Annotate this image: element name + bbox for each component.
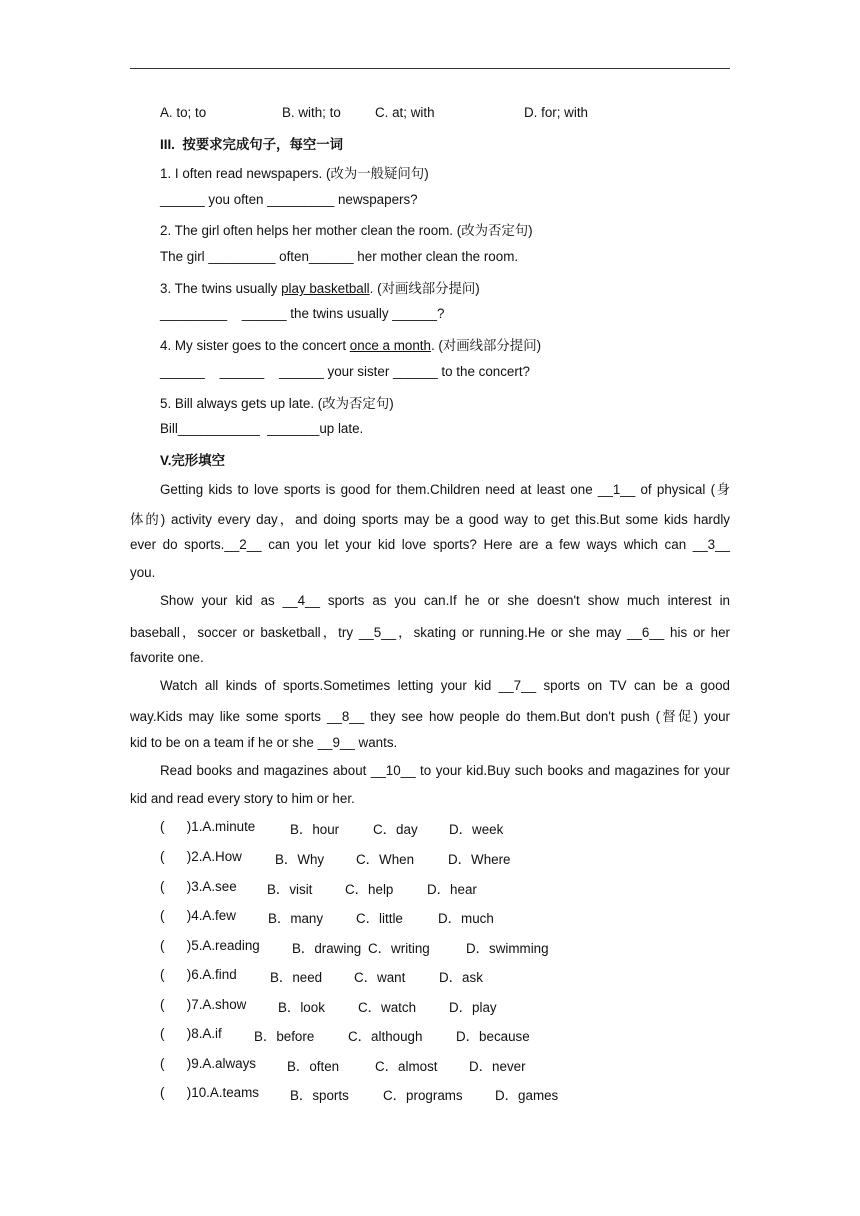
choice-4-d: D．much <box>438 911 494 926</box>
choice-2-a: ( )2.A.How <box>160 849 242 864</box>
question-3 <box>160 278 480 297</box>
option-b: B. with; to <box>282 105 341 120</box>
answer-4: ______ ______ ______ your sister ______ to the concert? <box>160 364 531 379</box>
choice-9-a: ( )9.A.always <box>160 1056 256 1071</box>
choice-3-a: ( )3.A.see <box>160 879 237 894</box>
choice-3-b: B．visit <box>267 882 313 897</box>
question-4-instruction: . (对画线部分提问) <box>430 338 542 353</box>
choice-9-b: B．often <box>287 1059 340 1074</box>
choice-4-c: C．little <box>356 911 403 926</box>
p3-line-1: Watch all kinds of sports.Sometimes letting your kid __7__ sports on TV can be a good <box>160 678 730 693</box>
header-rule <box>130 68 730 69</box>
choice-3-d: D．hear <box>427 882 477 897</box>
question-2: 2. The girl often helps her mother clean the room. (改为否定句) <box>160 223 533 238</box>
p1-line-4: you. <box>130 565 156 580</box>
question-3-underlined: play basketball <box>281 281 370 296</box>
p3-line-3: kid to be on a team if he or she __9__ wants. <box>130 735 398 750</box>
choice-10-b: B．sports <box>290 1088 349 1103</box>
choice-5-a: ( )5.A.reading <box>160 938 260 953</box>
choice-4-a: ( )4.A.few <box>160 908 236 923</box>
choice-2-c: C．When <box>356 852 415 867</box>
choice-6-b: B．need <box>270 970 323 985</box>
choice-8-d: D．because <box>456 1029 530 1044</box>
question-4-text: 4. My sister goes to the concert <box>160 338 350 353</box>
p2-line-3: favorite one. <box>130 650 204 665</box>
section-3-title: III. 按要求完成句子，每空一词 <box>160 137 344 152</box>
p4-line-2: kid and read every story to him or her. <box>130 791 355 806</box>
choice-5-b: B．drawing <box>292 941 362 956</box>
option-a: A. to; to <box>160 105 207 120</box>
p3-line-2: way.Kids may like some sports __8__ they see how people do them.But don't push (督促) your <box>130 709 730 724</box>
choice-4-b: B．many <box>268 911 324 926</box>
choice-2-b: B．Why <box>275 852 325 867</box>
choice-1-b: B．hour <box>290 822 340 837</box>
question-1: 1. I often read newspapers. (改为一般疑问句) <box>160 166 429 181</box>
p1-line-1: Getting kids to love sports is good for them.Children need at least one __1__ of physical (身 <box>160 482 730 497</box>
choice-8-b: B．before <box>254 1029 315 1044</box>
answer-5: Bill___________ _______up late. <box>160 421 364 436</box>
choice-1-d: D．week <box>449 822 504 837</box>
answer-1: ______ you often _________ newspapers? <box>160 192 418 207</box>
question-4 <box>160 335 541 354</box>
choice-10-c: C．programs <box>383 1088 463 1103</box>
choice-1-c: C．day <box>373 822 418 837</box>
choice-6-d: D．ask <box>439 970 483 985</box>
choice-7-d: D．play <box>449 1000 497 1015</box>
choice-10-d: D．games <box>495 1088 559 1103</box>
option-c: C. at; with <box>375 105 435 120</box>
section-5-title: V.完形填空 <box>160 453 225 468</box>
p4-line-1: Read books and magazines about __10__ to your kid.Buy such books and magazines for your <box>160 763 730 778</box>
p1-line-2: 体的) activity every day，and doing sports may be a good way to get this.But some kids hardly <box>130 512 730 527</box>
p2-line-1: Show your kid as __4__ sports as you can.If he or she doesn't show much interest in <box>160 593 730 608</box>
choice-8-a: ( )8.A.if <box>160 1026 222 1041</box>
option-d: D. for; with <box>524 105 588 120</box>
choice-7-b: B．look <box>278 1000 325 1015</box>
choice-8-c: C．although <box>348 1029 423 1044</box>
answer-3: _________ ______ the twins usually ______? <box>160 306 445 321</box>
answer-2: The girl _________ often______ her mother clean the room. <box>160 249 519 264</box>
choice-6-c: C．want <box>354 970 406 985</box>
choice-5-c: C．writing <box>368 941 430 956</box>
choice-7-c: C．watch <box>358 1000 417 1015</box>
question-5: 5. Bill always gets up late. (改为否定句) <box>160 396 394 411</box>
question-4-underlined: once a month <box>349 338 431 353</box>
choice-2-d: D．Where <box>448 852 511 867</box>
choice-9-d: D．never <box>469 1059 526 1074</box>
choice-9-c: C．almost <box>375 1059 438 1074</box>
choice-7-a: ( )7.A.show <box>160 997 247 1012</box>
choice-6-a: ( )6.A.find <box>160 967 237 982</box>
question-3-text: 3. The twins usually <box>160 281 282 296</box>
choice-10-a: ( )10.A.teams <box>160 1085 259 1100</box>
choice-3-c: C．help <box>345 882 394 897</box>
choice-1-a: ( )1.A.minute <box>160 819 256 834</box>
choice-5-d: D．swimming <box>466 941 549 956</box>
question-3-instruction: . (对画线部分提问) <box>369 281 480 296</box>
p2-line-2: baseball，soccer or basketball，try __5__，skating or running.He or she may __6__ his or her <box>130 625 730 640</box>
p1-line-3: ever do sports.__2__ can you let your kid love sports? Here are a few ways which can __3__ <box>130 537 730 552</box>
